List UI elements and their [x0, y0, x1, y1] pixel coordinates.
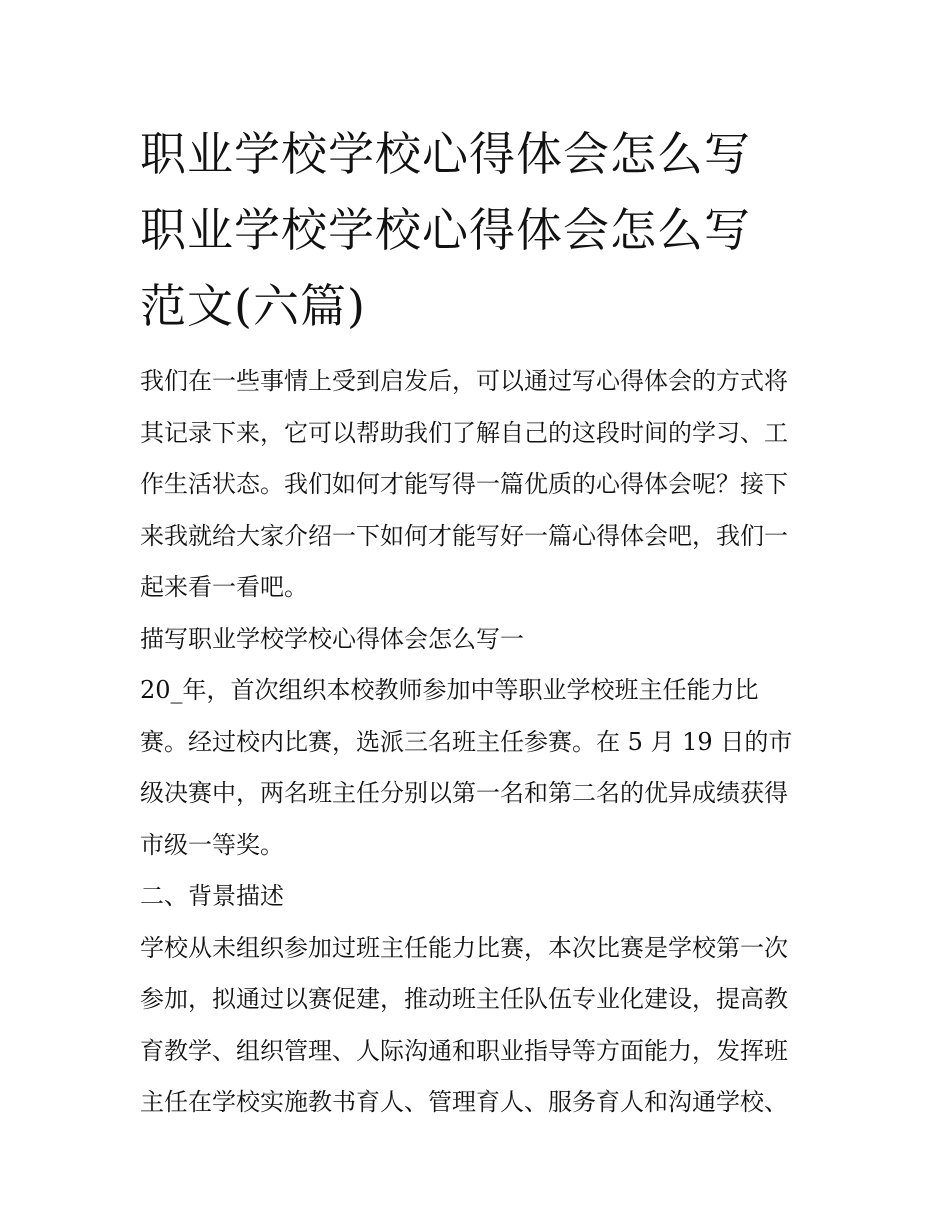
title-line: 范文(六篇) — [140, 279, 366, 333]
text-line: 来我就给大家介绍一下如何才能写好一篇心得体会吧，我们一 — [140, 521, 788, 550]
text-line: 其记录下来，它可以帮助我们了解自己的这段时间的学习、工 — [140, 418, 788, 447]
text-line: 级决赛中，两名班主任分别以第一名和第二名的优异成绩获得 — [140, 779, 788, 807]
text-line: 起来看一看吧。 — [140, 573, 308, 601]
text-line: 主任在学校实施教书育人、管理育人、服务育人和沟通学校、 — [140, 1088, 788, 1116]
text-line: 20_年，首次组织本校教师参加中等职业学校班主任能力比 — [140, 676, 759, 704]
title-line: 职业学校学校心得体会怎么写 — [140, 127, 751, 181]
section-heading: 描写职业学校学校心得体会怎么写一 — [140, 624, 524, 653]
section-heading: 二、背景描述 — [140, 882, 284, 910]
text-line: 赛。经过校内比赛，选派三名班主任参赛。在 5 月 19 日的市 — [140, 727, 793, 756]
text-line: 学校从未组织参加过班主任能力比赛，本次比赛是学校第一次 — [140, 933, 788, 962]
document-title — [140, 116, 830, 344]
text-line: 市级一等奖。 — [140, 830, 284, 859]
text-line: 育教学、组织管理、人际沟通和职业指导等方面能力，发挥班 — [140, 1036, 788, 1065]
intro-paragraph — [140, 356, 820, 1129]
text-line: 作生活状态。我们如何才能写得一篇优质的心得体会呢？接下 — [140, 470, 788, 498]
title-line: 职业学校学校心得体会怎么写 — [140, 203, 751, 257]
text-line: 参加，拟通过以赛促建，推动班主任队伍专业化建设，提高教 — [140, 985, 788, 1013]
text-line: 我们在一些事情上受到启发后，可以通过写心得体会的方式将 — [140, 367, 788, 395]
